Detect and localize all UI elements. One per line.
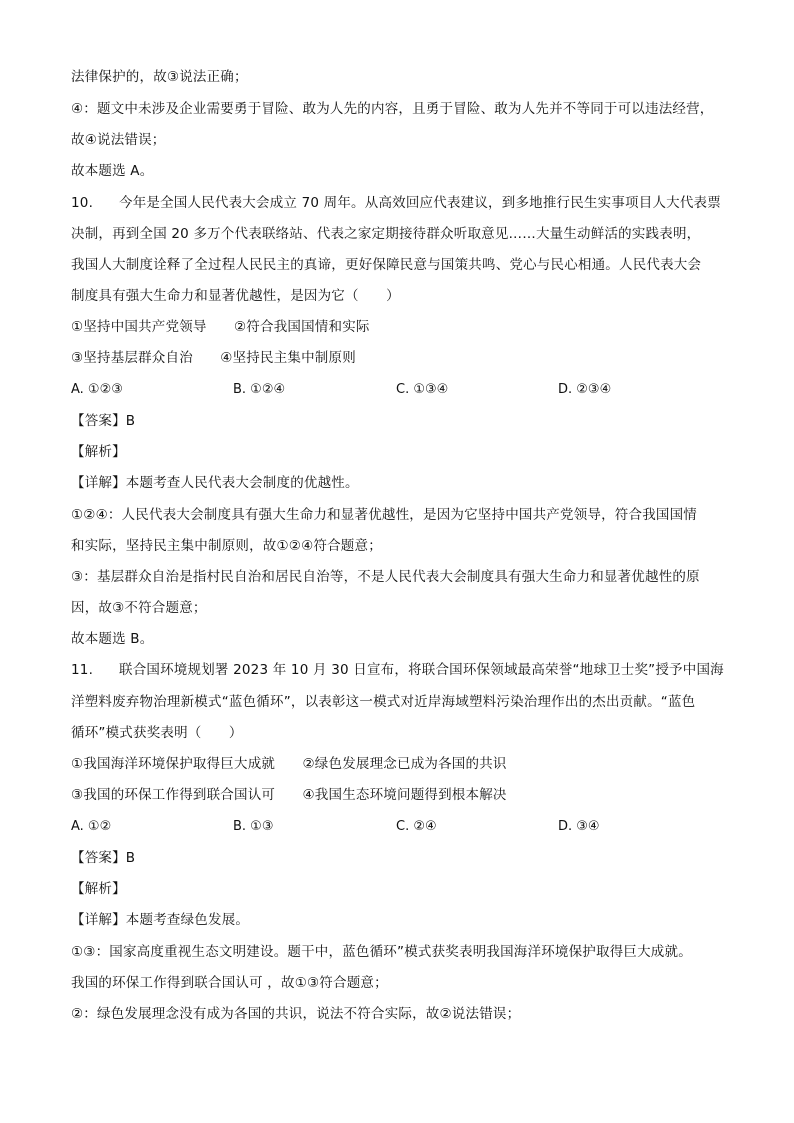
q10-choices-line-1: ①坚持中国共产党领导 ②符合我国国情和实际 <box>71 319 370 335</box>
q11-option-b: B. ①③ <box>233 819 274 834</box>
q11-explanation-line-2: 我国的环保工作得到联合国认可 ，故①③符合题意； <box>71 975 388 991</box>
q11-option-c: C. ②④ <box>396 819 437 834</box>
q10-explanation-line-3: ③：基层群众自治是指村民自治和居民自治等，不是人民代表大会制度具有强大生命力和显著优越性的原 <box>71 569 700 585</box>
q10-choices-line-2: ③坚持基层群众自治 ④坚持民主集中制原则 <box>71 350 356 366</box>
q10-stem-text-1: 今年是全国人民代表大会成立 70 周年。从高效回应代表建议，到多地推行民生实事项目人大代表票 <box>119 195 721 211</box>
q11-stem-line-1 <box>71 661 724 679</box>
q10-stem-line-3: 我国人大制度诠释了全过程人民民主的真谛，更好保障民意与国策共鸣、党心与民心相通。人民代表大会 <box>71 257 702 273</box>
q11-answer: 【答案】B <box>71 850 136 866</box>
prev-explanation-line-3: 故④说法错误； <box>71 132 166 148</box>
q11-stem-text-1: 联合国环境规划署 2023 年 10 月 30 日宣布，将联合国环保领域最高荣誉“地球卫士奖”授予中国海 <box>119 662 724 678</box>
q11-explanation-line-3: ②：绿色发展理念没有成为各国的共识，说法不符合实际，故②说法错误； <box>71 1006 521 1022</box>
q10-stem-line-2: 决制，再到全国 20 多万个代表联络站、代表之家定期接待群众听取意见……大量生动鲜活的实践表明， <box>71 226 701 242</box>
q11-stem-line-2: 洋塑料废弃物治理新模式“蓝色循环”，以表彰这一模式对近岸海域塑料污染治理作出的杰出贡献。“蓝色 <box>71 694 696 710</box>
q11-choices-line-2: ③我国的环保工作得到联合国认可 ④我国生态环境问题得到根本解决 <box>71 787 507 803</box>
q11-choices-line-1: ①我国海洋环境保护取得巨大成就 ②绿色发展理念已成为各国的共识 <box>71 756 507 772</box>
q10-explanation-line-1: ①②④：人民代表大会制度具有强大生命力和显著优越性，是因为它坚持中国共产党领导，符合我国国情 <box>71 507 698 523</box>
q10-option-c: C. ①③④ <box>396 382 449 397</box>
q10-option-d: D. ②③④ <box>558 382 612 397</box>
q10-stem-line-4: 制度具有强大生命力和显著优越性，是因为它（ ） <box>71 288 400 304</box>
q10-stem-line-1 <box>71 194 721 212</box>
q11-detail: 【详解】本题考查绿色发展。 <box>71 912 250 928</box>
q10-number: 10. <box>71 195 94 211</box>
q10-option-b: B. ①②④ <box>233 382 286 397</box>
q10-answer: 【答案】B <box>71 413 136 429</box>
q10-explanation-line-2: 和实际，坚持民主集中制原则，故①②④符合题意； <box>71 538 382 554</box>
q10-analysis-label: 【解析】 <box>71 444 126 460</box>
q10-conclusion: 故本题选 B。 <box>71 631 154 647</box>
q11-explanation-line-1: ①③：国家高度重视生态文明建设。题干中，蓝色循环”模式获奖表明我国海洋环境保护取得巨大成就。 <box>71 944 692 960</box>
q11-stem-line-3: 循环”模式获奖表明（ ） <box>71 725 243 741</box>
q10-option-a: A. ①②③ <box>71 382 123 397</box>
prev-explanation-line-1: 法律保护的，故③说法正确； <box>71 69 248 85</box>
q11-analysis-label: 【解析】 <box>71 881 126 897</box>
q11-option-d: D. ③④ <box>558 819 600 834</box>
q10-detail: 【详解】本题考查人民代表大会制度的优越性。 <box>71 475 359 491</box>
q10-explanation-line-4: 因，故③不符合题意； <box>71 600 207 616</box>
prev-explanation-line-2: ④：题文中未涉及企业需要勇于冒险、敢为人先的内容，且勇于冒险、敢为人先并不等同于可以违法经营， <box>71 101 714 117</box>
q11-option-a: A. ①② <box>71 819 112 834</box>
q11-number: 11. <box>71 662 94 678</box>
prev-conclusion: 故本题选 A。 <box>71 163 154 179</box>
